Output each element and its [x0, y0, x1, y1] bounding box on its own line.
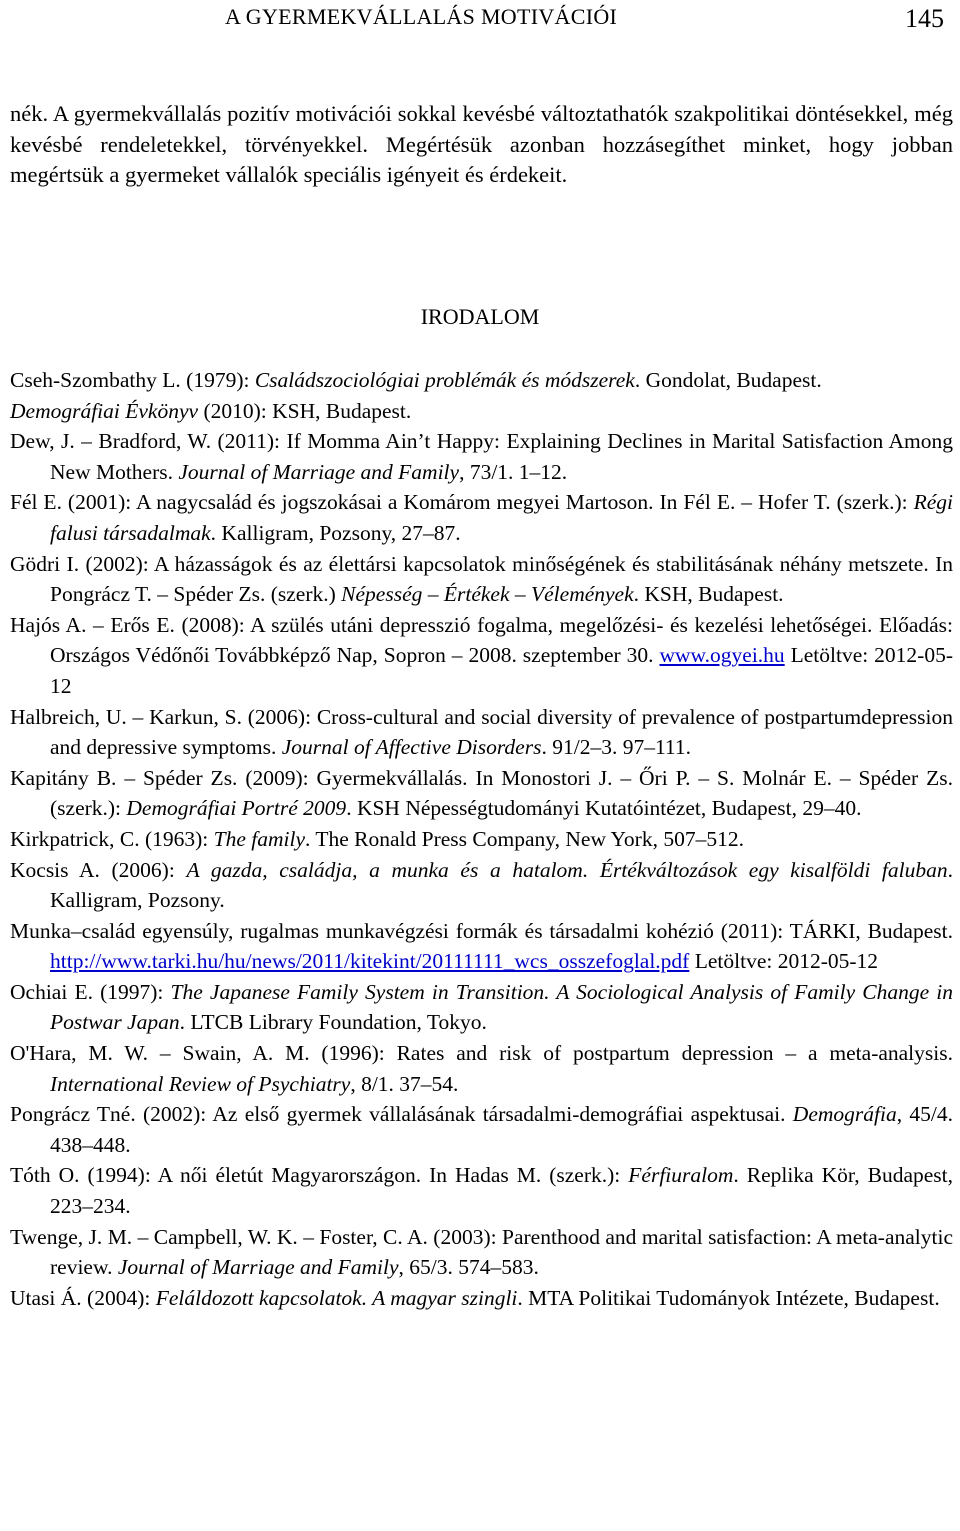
reference-entry	[10, 702, 953, 763]
reference-text: Utasi Á. (2004):	[10, 1285, 156, 1310]
reference-text: , 65/3. 574–583.	[398, 1255, 539, 1280]
reference-entry	[10, 426, 953, 487]
reference-text: (2010): KSH, Budapest.	[198, 398, 412, 423]
reference-entry	[10, 916, 953, 977]
reference-text: . Kalligram, Pozsony, 27–87.	[210, 520, 461, 545]
reference-text: . The Ronald Press Company, New York, 507–512.	[305, 826, 744, 851]
reference-text: Letöltve: 2012-05-12	[689, 949, 879, 974]
reference-text: Twenge, J. M. – Campbell, W. K. – Foster, C. A. (2003): Parenthood and marital satisfaction: A meta-analytic review.	[10, 1224, 953, 1280]
reference-entry	[10, 365, 953, 396]
reference-title: A gazda, családja, a munka és a hatalom. Értékváltozások egy kisalföldi faluban	[186, 857, 948, 882]
section-title: IRODALOM	[420, 304, 540, 329]
reference-text: Halbreich, U. – Karkun, S. (2006): Cross-cultural and social diversity of prevalence of postpartumdepression and depressive symptoms.	[10, 704, 953, 760]
reference-link[interactable]: www.ogyei.hu	[659, 643, 785, 668]
reference-title: Régi falusi társadalmak	[50, 490, 953, 545]
reference-title: Demográfiai Évkönyv	[10, 398, 199, 423]
reference-text: O'Hara, M. W. – Swain, A. M. (1996): Rates and risk of postpartum depression – a meta-analysis.	[10, 1041, 953, 1066]
intro-paragraph: nék. A gyermekvállalás pozitív motivációi sokkal kevésbé változtathatók szakpolitikai döntésekkel, még kevésbé rendeletekkel, törvényekkel. Megértésük azonban hozzásegíthet minket, hogy jobban megértsük a gyermeket vállalók speciális igényeit és érdekeit.	[10, 101, 953, 188]
reference-text: , 73/1. 1–12.	[459, 459, 568, 484]
reference-text: Munka–család egyensúly, rugalmas munkavégzési formák és társadalmi kohézió (2011): TÁRKI, Budapest.	[10, 918, 953, 943]
reference-title: Családszociológiai problémák és módszerek	[254, 368, 635, 392]
reference-title: International Review of Psychiatry	[50, 1071, 351, 1096]
reference-title: Feláldozott kapcsolatok. A magyar szingli	[155, 1285, 518, 1310]
reference-list	[10, 365, 953, 1313]
reference-link[interactable]: http://www.tarki.hu/hu/news/2011/kitekint/20111111_wcs_osszefoglal.pdf	[50, 949, 690, 974]
page-number: 145	[905, 4, 944, 33]
reference-entry	[10, 1160, 953, 1221]
reference-title: Férfiuralom	[628, 1163, 734, 1188]
reference-text: Ochiai E. (1997):	[10, 979, 171, 1004]
reference-text: . LTCB Library Foundation, Tokyo.	[179, 1010, 487, 1035]
reference-text: . MTA Politikai Tudományok Intézete, Budapest.	[517, 1285, 940, 1310]
reference-text: Hajós A. – Erős E. (2008): A szülés utáni depresszió fogalma, megelőzési- és kezelési lehetőségei. Előadás: Országos Védőnői Továbbképző Nap, Sopron – 2008. szeptember 30.	[10, 612, 953, 668]
reference-text: . Kalligram, Pozsony.	[50, 857, 953, 913]
reference-entry	[10, 1222, 953, 1283]
reference-entry	[10, 610, 953, 702]
reference-title: The family	[213, 826, 305, 851]
reference-text: . KSH, Budapest.	[633, 582, 784, 607]
reference-text: Kapitány B. – Spéder Zs. (2009): Gyermekvállalás. In Monostori J. – Őri P. – S. Molnár E. – Spéder Zs. (szerk.):	[10, 765, 953, 821]
reference-entry	[10, 1038, 953, 1099]
reference-entry	[10, 549, 953, 610]
reference-title: Journal of Marriage and Family	[117, 1255, 399, 1280]
reference-text: Gödri I. (2002): A házasságok és az élettársi kapcsolatok minőségének és stabilitásának néhány metszete. In Pongrácz T. – Spéder Zs. (szerk.)	[10, 551, 953, 607]
reference-text: Pongrácz Tné. (2002): Az első gyermek vállalásának társadalmi-demográfiai aspektusai.	[10, 1102, 793, 1127]
reference-entry	[10, 1099, 953, 1160]
reference-text: Kocsis A. (2006):	[10, 857, 187, 882]
reference-title: Demográfia	[792, 1102, 897, 1127]
reference-entry	[10, 855, 953, 916]
reference-text: . Gondolat, Budapest.	[634, 368, 822, 392]
reference-text: . Replika Kör, Budapest, 223–234.	[50, 1163, 953, 1219]
reference-title: Journal of Affective Disorders	[281, 735, 542, 760]
reference-entry	[10, 487, 953, 548]
reference-text: , 8/1. 37–54.	[350, 1071, 459, 1096]
reference-text: Tóth O. (1994): A női életút Magyarországon. In Hadas M. (szerk.):	[10, 1163, 629, 1188]
reference-title: The Japanese Family System in Transition. A Sociological Analysis of Family Change in Postwar Japan	[50, 979, 953, 1035]
reference-title: Demográfiai Portré 2009	[126, 796, 347, 821]
reference-title: Népesség – Értékek – Vélemények	[341, 582, 634, 607]
reference-title: Journal of Marriage and Family	[178, 459, 460, 484]
reference-text: Letöltve: 2012-05-12	[50, 643, 953, 698]
reference-entry	[10, 396, 953, 427]
reference-entry	[10, 763, 953, 824]
reference-text: . 91/2–3. 97–111.	[541, 735, 691, 760]
reference-text: Cseh-Szombathy L. (1979):	[10, 368, 255, 392]
reference-entry	[10, 1283, 953, 1314]
running-header: A GYERMEKVÁLLALÁS MOTIVÁCIÓI	[225, 4, 618, 29]
reference-text: Kirkpatrick, C. (1963):	[10, 826, 214, 851]
reference-text: Fél E. (2001): A nagycsalád és jogszokásai a Komárom megyei Martoson. In Fél E. – Hofer T. (szerk.):	[10, 490, 914, 515]
reference-entry	[10, 824, 953, 855]
reference-text: . KSH Népességtudományi Kutatóintézet, Budapest, 29–40.	[346, 796, 862, 821]
reference-text: , 45/4. 438–448.	[50, 1102, 953, 1157]
reference-entry	[10, 977, 953, 1038]
reference-text: Dew, J. – Bradford, W. (2011): If Momma Ain’t Happy: Explaining Declines in Marital Satisfaction Among New Mothers.	[10, 429, 953, 484]
